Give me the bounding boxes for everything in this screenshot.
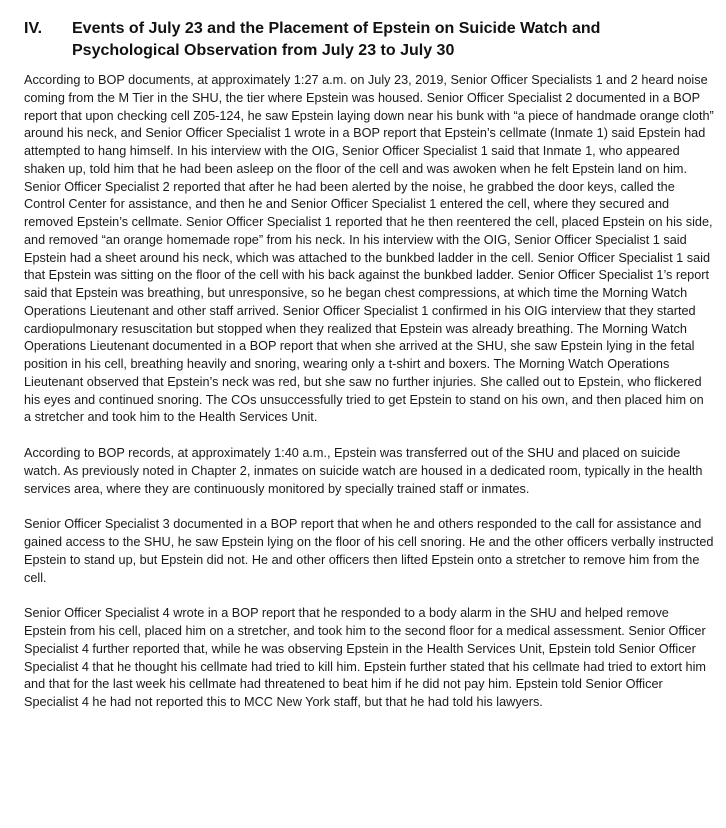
document-page [24,18,714,712]
paragraph-suicide-watch-placement: According to BOP records, at approximately 1:40 a.m., Epstein was transferred out of the SHU and placed on suicide watch. As previously noted in Chapter 2, inmates on suicide watch are housed in a dedicated room, typically in the health services area, where they are continuously monitored by specially trained staff or inmates. [24,446,703,496]
paragraph-july-23-incident: According to BOP documents, at approximately 1:27 a.m. on July 23, 2019, Senior Officer Specialists 1 and 2 heard noise coming from the M Tier in the SHU, the tier where Epstein was housed. Senior Officer Specialist 2 documented in a BOP report that upon checking cell Z05-124, he saw Epstein laying down near his bunk with “a piece of handmade orange cloth” around his neck, and Senior Officer Specialist 1 wrote in a BOP report that Epstein’s cellmate (Inmate 1) said Epstein had attempted to hang himself. In his interview with the OIG, Senior Officer Specialist 1 said that Inmate 1, who appeared shaken up, told him that he had been asleep on the floor of the cell and was awoken when he felt Epstein land on him. Senior Officer Specialist 2 reported that after he had been alerted by the noise, he grabbed the door keys, called the Control Center for assistance, and then he and Senior Officer Specialist 1 entered the cell, where they secured and removed Epstein’s cellmate. Senior Officer Specialist 1 reported that he then reentered the cell, placed Epstein on his side, and removed “an orange homemade rope” from his neck. In his interview with the OIG, Senior Officer Specialist 1 said Epstein had a sheet around his neck, which was attached to the bunkbed ladder in the cell. Senior Officer Specialist 1 said that Epstein was sitting on the floor of the cell with his back against the bunkbed ladder. Senior Officer Specialist 1’s report said that Epstein was breathing, but unresponsive, so he began chest compressions, at which time the Morning Watch Operations Lieutenant and other staff arrived. Senior Officer Specialist 1 confirmed in his OIG interview that they started cardiopulmonary resuscitation but stopped when they realized that Epstein was already breathing. The Morning Watch Operations Lieutenant documented in a BOP report that when she arrived at the SHU, she saw Epstein lying in the fetal position in his cell, breathing heavily and snoring, wearing only a t-shirt and boxers. The Morning Watch Operations Lieutenant observed that Epstein’s neck was red, but she saw no further injuries. She called out to Epstein, who flickered his eyes and continued snoring. The COs unsuccessfully tried to get Epstein to stand on his own, and then placed him on a stretcher and took him to the Health Services Unit. [24,73,714,425]
section-title: Events of July 23 and the Placement of Epstein on Suicide Watch and Psychological Observation from July 23 to July 30 [72,20,601,59]
document-body [24,72,714,712]
section-heading [24,18,714,62]
paragraph-officer-specialist-4-report: Senior Officer Specialist 4 wrote in a BOP report that he responded to a body alarm in the SHU and helped remove Epstein from his cell, placed him on a stretcher, and took him to the second floor for a medical assessment. Senior Officer Specialist 4 further reported that, while he was observing Epstein in the Health Services Unit, Epstein told Senior Officer Specialist 4 that he thought his cellmate had tried to kill him. Epstein further stated that his cellmate had tried to extort him and that for the last week his cellmate had threatened to beat him if he did not pay him. Epstein told Senior Officer Specialist 4 he had not reported this to MCC New York staff, but that he had told his lawyers. [24,606,706,709]
section-number: IV. [24,20,43,37]
paragraph-officer-specialist-3-report: Senior Officer Specialist 3 documented in a BOP report that when he and others responded to the call for assistance and gained access to the SHU, he saw Epstein lying on the floor of his cell snoring. He and the other officers verbally instructed Epstein to stand up, but Epstein did not. He and other officers then lifted Epstein onto a stretcher to remove him from the cell. [24,517,714,585]
